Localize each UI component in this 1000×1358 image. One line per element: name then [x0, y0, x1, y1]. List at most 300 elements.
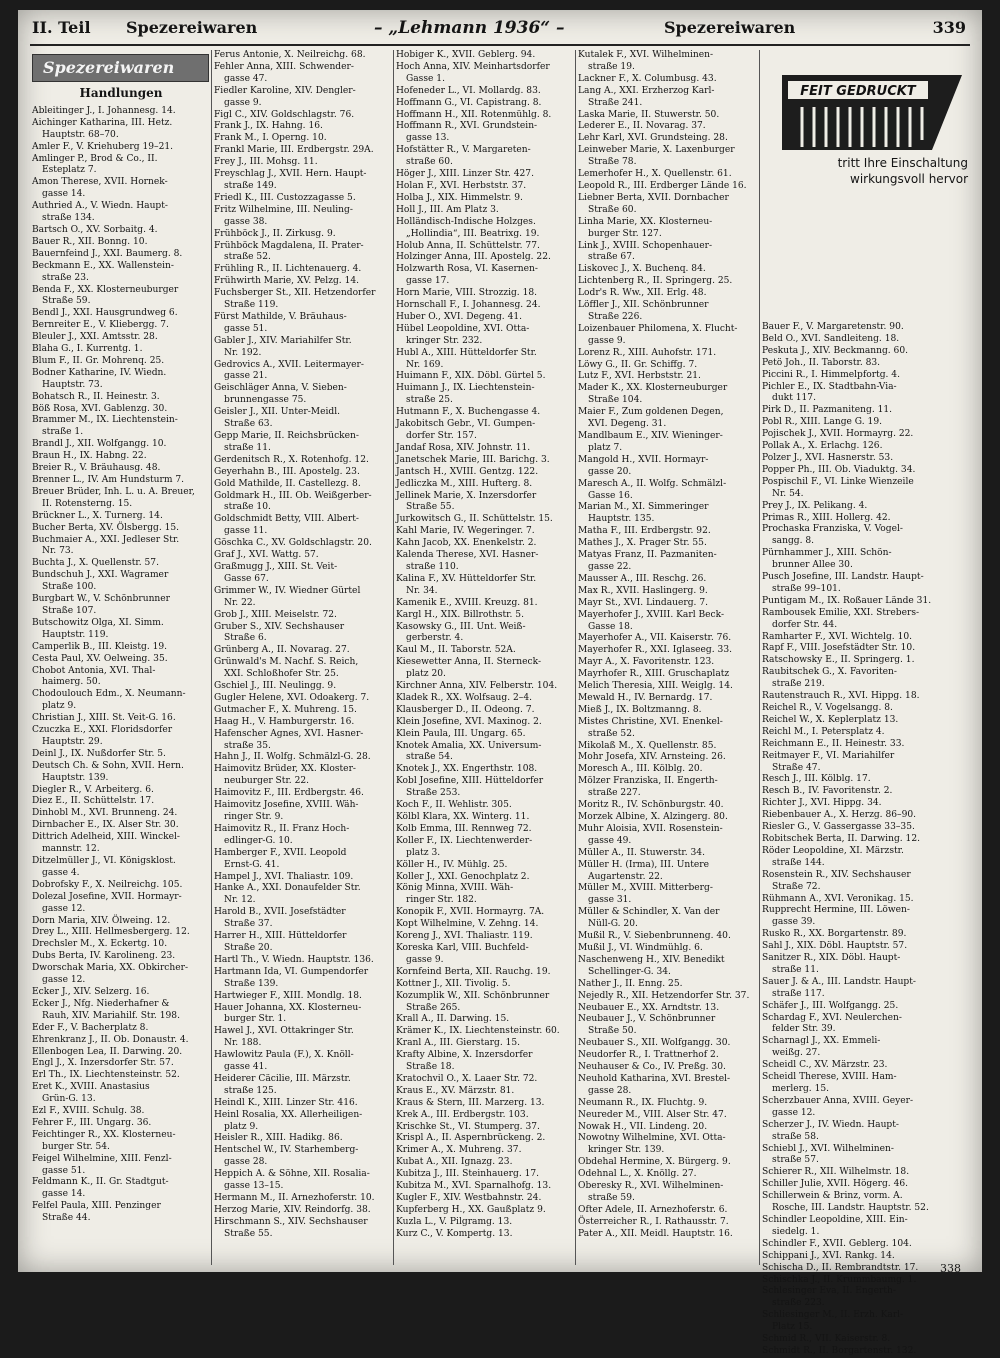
list-item	[762, 786, 968, 798]
entry-continuation: Esteplatz 7.	[42, 165, 97, 176]
entry-line: Lodr's R. Ww., XII. Erlg. 48.	[578, 288, 707, 299]
entry-line: Lackner F., X. Columbusg. 43.	[578, 73, 717, 84]
list-item	[214, 133, 392, 145]
list-item	[32, 487, 210, 511]
list-item	[214, 336, 392, 360]
entry-line: Frühböck Magdalena, II. Prater-	[214, 240, 364, 251]
list-item	[578, 586, 756, 598]
entry-line: Ableitinger J., I. Johannesg. 14.	[32, 105, 176, 116]
entry-continuation: gasse 13–15.	[224, 1181, 284, 1192]
entry-line: Hartwieger F., XIII. Mondlg. 18.	[214, 990, 362, 1001]
entry-continuation: brunnengasse 75.	[224, 395, 307, 406]
entry-line: Linha Marie, XX. Klosterneu-	[578, 216, 713, 227]
list-item	[578, 1217, 756, 1229]
entry-line: Kranl A., III. Gierstarg. 15.	[396, 1038, 521, 1049]
entry-continuation: sangg. 8.	[772, 536, 815, 547]
entry-line: Kubat A., XII. Ignazg. 23.	[396, 1157, 513, 1168]
entry-line: Ratschowsky E., II. Springerg. 1.	[762, 655, 915, 666]
list-item	[762, 358, 968, 370]
left-section-title: Spezereiwaren	[126, 18, 258, 37]
entry-line: Laska Marie, II. Stuwerstr. 50.	[578, 109, 720, 120]
entry-continuation: Straße 59.	[42, 296, 91, 307]
entry-line: Fritz Wilhelmine, III. Neuling-	[214, 204, 353, 215]
entry-continuation: Straße 20.	[224, 942, 273, 953]
column-4	[578, 50, 756, 1265]
entry-continuation: gasse 21.	[224, 371, 268, 382]
list-item	[578, 1133, 756, 1157]
list-item	[396, 1110, 574, 1122]
entry-line: Holl J., III. Am Platz 3.	[396, 204, 499, 215]
list-item	[578, 526, 756, 538]
list-item	[396, 764, 574, 776]
entry-line: Gerdenitsch R., X. Rotenhofg. 12.	[214, 454, 369, 465]
list-item	[762, 667, 968, 691]
list-item	[762, 703, 968, 715]
list-item	[32, 237, 210, 249]
list-item	[396, 645, 574, 657]
entry-line: Schiebl J., XVI. Wilhelminen-	[762, 1143, 894, 1154]
list-item	[214, 62, 392, 86]
list-item	[396, 50, 574, 62]
entry-line: Brückner L., X. Turnerg. 14.	[32, 510, 163, 521]
entry-line: Lorenz R., XIII. Auhofstr. 171.	[578, 347, 717, 358]
entry-line: Kiesewetter Anna, II. Sterneck-	[396, 657, 542, 668]
entry-line: Bauer F., V. Margaretenstr. 90.	[762, 322, 904, 332]
list-item	[578, 360, 756, 372]
list-item	[396, 526, 574, 538]
entry-line: Hoffmann G., VI. Capistrang. 8.	[396, 97, 542, 108]
list-item	[32, 463, 210, 475]
list-item	[396, 1193, 574, 1205]
entry-line: Matha F., III. Erdbergstr. 92.	[578, 526, 711, 537]
entry-line: Hornschall F., I. Johannesg. 24.	[396, 300, 541, 311]
list-item	[214, 872, 392, 884]
list-item	[32, 880, 210, 892]
list-item	[762, 1251, 968, 1263]
entry-line: Scherzbauer Anna, XVIII. Geyer-	[762, 1095, 914, 1106]
entry-line: Holan F., XVI. Herbststr. 37.	[396, 180, 527, 191]
entry-line: Hoch Anna, XIV. Meinhartsdorfer	[396, 61, 550, 72]
entry-line: Hamberger F., XVII. Leopold	[214, 847, 347, 858]
entry-line: Erl Th., IX. Liechtensteinstr. 52.	[32, 1070, 180, 1081]
list-item	[32, 225, 210, 237]
entry-line: Kaul M., II. Taborstr. 52A.	[396, 645, 516, 656]
entry-line: Nather J., II. Enng. 25.	[578, 978, 683, 989]
entry-line: Hoffmann R., XVI. Grundstein-	[396, 121, 538, 132]
entry-line: Huber O., XVI. Degeng. 41.	[396, 311, 523, 322]
list-item	[578, 633, 756, 645]
entry-line: Heindl K., XIII. Linzer Str. 416.	[214, 1097, 358, 1108]
entry-line: Feichtinger R., XX. Klosterneu-	[32, 1129, 176, 1140]
entry-line: Amon Therese, XVII. Hornek-	[32, 177, 168, 188]
entry-line: Holub Anna, II. Schüttelstr. 77.	[396, 240, 540, 251]
list-item	[578, 669, 756, 681]
list-item	[214, 848, 392, 872]
entry-line: Kolb Emma, III. Rennweg 72.	[396, 823, 532, 834]
entry-continuation: Straße 37.	[224, 919, 273, 930]
list-item	[396, 98, 574, 110]
entry-line: Bartsch O., XV. Sorbaitg. 4.	[32, 224, 158, 235]
list-item	[32, 332, 210, 344]
entry-line: Graßmugg J., XIII. St. Veit-	[214, 561, 338, 572]
list-item	[396, 883, 574, 907]
list-item	[32, 1082, 210, 1106]
list-item	[32, 249, 210, 261]
entry-line: Benda F., XX. Klosterneuburger	[32, 284, 179, 295]
entry-continuation: Straße 60.	[588, 204, 637, 215]
list-item	[214, 693, 392, 705]
list-item	[578, 907, 756, 931]
entry-line: Beckmann E., XX. Wallenstein-	[32, 260, 174, 271]
entry-line: Grünwald's M. Nachf. S. Reich,	[214, 657, 359, 668]
entry-line: Sahl J., XIX. Döbl. Hauptstr. 57.	[762, 941, 908, 952]
entry-continuation: Ernst-G. 41.	[224, 859, 280, 870]
entry-line: Harold B., XVII. Josefstädter	[214, 907, 346, 918]
entry-line: Reichmann E., II. Heinestr. 33.	[762, 738, 905, 749]
list-item	[32, 320, 210, 332]
list-item	[214, 157, 392, 169]
entry-continuation: straße 23.	[42, 272, 89, 283]
list-item	[578, 110, 756, 122]
entry-continuation: gasse 14.	[42, 189, 86, 200]
entry-continuation: straße 223.	[772, 1298, 825, 1309]
entry-line: Nejedly R., XII. Hetzendorfer Str. 37.	[578, 990, 750, 1001]
list-item	[762, 739, 968, 751]
list-item	[32, 308, 210, 320]
list-item	[762, 1120, 968, 1144]
entry-line: Hawlowitz Paula (F.), X. Knöll-	[214, 1050, 354, 1061]
entry-line: Kladek R., XX. Wolfsaug. 2–4.	[396, 692, 533, 703]
entry-line: Schischka J., II. Krummbaumg. 1.	[762, 1274, 917, 1285]
entry-continuation: Straße 78.	[588, 157, 637, 168]
entry-line: Gschiel J., III. Neulingg. 9.	[214, 681, 337, 692]
entry-continuation: straße 10.	[224, 502, 271, 513]
entry-line: Lichtenberg R., II. Springerg. 25.	[578, 276, 733, 287]
header-rule	[30, 44, 970, 46]
entry-continuation: Rauh, XIV. Mariahilf. Str. 198.	[42, 1010, 180, 1021]
entry-line: Klausberger D., II. Odeong. 7.	[396, 704, 535, 715]
list-item	[578, 1181, 756, 1205]
part-label: II. Teil	[32, 18, 91, 37]
list-item	[578, 943, 756, 955]
entry-line: Ehrenkranz J., II. Ob. Donaustr. 4.	[32, 1034, 189, 1045]
list-item	[762, 1013, 968, 1037]
entry-line: Mußil R., V. Siebenbrunneng. 40.	[578, 931, 731, 942]
list-item	[32, 1201, 210, 1225]
list-item	[396, 931, 574, 943]
entry-continuation: gerberstr. 4.	[406, 633, 464, 644]
list-item	[578, 383, 756, 407]
entry-line: Reitmayer F., VI. Mariahilfer	[762, 750, 895, 761]
entry-line: Dworschak Maria, XX. Obkircher-	[32, 963, 189, 974]
entry-line: Deutsch Ch. & Sohn, XVII. Hern.	[32, 760, 184, 771]
list-item	[214, 229, 392, 241]
list-item	[762, 322, 968, 334]
list-item	[762, 382, 968, 406]
entry-line: Ecker J., XIV. Selzerg. 16.	[32, 986, 150, 997]
list-item	[578, 217, 756, 241]
entry-line: Grünberg A., II. Novarag. 27.	[214, 645, 350, 656]
entry-continuation: straße 60.	[406, 157, 453, 168]
entry-continuation: straße 19.	[588, 61, 635, 72]
entry-continuation: gasse 17.	[406, 276, 450, 287]
entry-line: Müller A., II. Stuwerstr. 34.	[578, 847, 705, 858]
list-item	[214, 1110, 392, 1134]
entry-line: Popper Ph., III. Ob. Viaduktg. 34.	[762, 464, 916, 475]
entry-continuation: gasse 12.	[42, 903, 86, 914]
entry-continuation: gasse 51.	[224, 323, 268, 334]
entry-line: Frank M., I. Operng. 10.	[214, 133, 327, 144]
list-item	[32, 796, 210, 808]
list-item	[578, 812, 756, 824]
list-item	[396, 800, 574, 812]
entry-line: Eder F., V. Bacherplatz 8.	[32, 1022, 149, 1033]
entry-continuation: straße 52.	[588, 728, 635, 739]
entry-line: Müller & Schindler, X. Van der	[578, 907, 720, 918]
list-item	[32, 1070, 210, 1082]
entry-line: Hofeneder L., VI. Mollardg. 83.	[396, 85, 541, 96]
entry-line: Sauer J. & A., III. Landstr. Haupt-	[762, 976, 916, 987]
list-item	[762, 477, 968, 501]
entry-line: Ezl F., XVIII. Schulg. 38.	[32, 1106, 145, 1117]
list-item	[762, 1239, 968, 1251]
list-item	[578, 193, 756, 217]
entry-continuation: XXI. Schloßhofer Str. 25.	[224, 669, 339, 680]
entry-continuation: Straße 47.	[772, 762, 821, 773]
list-item	[214, 764, 392, 788]
list-item	[396, 1086, 574, 1098]
entry-continuation: gasse 47.	[224, 73, 268, 84]
entry-line: Pusch Josefine, III. Landstr. Haupt-	[762, 572, 924, 583]
list-item	[32, 368, 210, 392]
entry-line: Neuhauser & Co., IV. Preßg. 30.	[578, 1062, 726, 1073]
list-item	[578, 121, 756, 133]
entry-line: Polzer J., XVI. Hasnerstr. 53.	[762, 452, 894, 463]
entry-line: Engl J., X. Inzersdorfer Str. 57.	[32, 1058, 174, 1069]
list-item	[396, 1229, 574, 1241]
list-item	[214, 276, 392, 288]
entry-line: Kornfeind Berta, XII. Rauchg. 19.	[396, 966, 551, 977]
entry-line: Resch B., IV. Favoritenstr. 2.	[762, 786, 893, 797]
entry-line: Bucher Berta, XV. Ölsbergg. 15.	[32, 522, 180, 533]
entry-continuation: felder Str. 39.	[772, 1024, 836, 1035]
list-item	[762, 1001, 968, 1013]
list-item	[578, 74, 756, 86]
entry-line: Geyerhahn B., III. Apostelg. 23.	[214, 466, 360, 477]
list-item	[214, 907, 392, 931]
list-item	[578, 431, 756, 455]
entry-line: Neubauer S., XII. Wolfgangg. 30.	[578, 1038, 731, 1049]
list-item	[578, 800, 756, 812]
entry-continuation: ringer Str. 182.	[406, 895, 477, 906]
list-item	[214, 681, 392, 693]
list-item	[214, 145, 392, 157]
list-item	[32, 118, 210, 142]
entry-line: Hermann M., II. Arnezhoferstr. 10.	[214, 1193, 375, 1203]
entry-continuation: straße 144.	[772, 857, 825, 868]
list-item	[396, 443, 574, 455]
list-item	[578, 1169, 756, 1181]
list-item	[396, 1026, 574, 1038]
entry-continuation: gasse 31.	[588, 895, 632, 906]
entry-line: Hartl Th., V. Wiedn. Hauptstr. 136.	[214, 954, 374, 965]
list-item	[396, 693, 574, 705]
list-item	[578, 991, 756, 1003]
entry-line: Lutz F., XVI. Herbststr. 21.	[578, 371, 701, 382]
list-item	[396, 943, 574, 967]
entry-continuation: Straße 226.	[588, 311, 643, 322]
entry-line: Krimer A., X. Muhreng. 37.	[396, 1145, 522, 1156]
page-footer-mark: 338	[940, 1262, 961, 1275]
list-item	[578, 455, 756, 479]
list-item	[762, 441, 968, 453]
list-item	[214, 1193, 392, 1205]
list-item	[396, 538, 574, 550]
list-item	[214, 360, 392, 384]
entry-line: Buchmaier A., XXI. Jedleser Str.	[32, 534, 180, 545]
entry-line: Hoffmann H., XII. Rotenmühlg. 8.	[396, 109, 552, 120]
list-item	[396, 1157, 574, 1169]
list-item	[32, 201, 210, 225]
entry-line: Huimann J., IX. Liechtenstein-	[396, 383, 535, 394]
entry-continuation: „Hollindia“, III. Beatrixg. 19.	[406, 228, 540, 239]
entry-line: Haimovitz Brüder, XX. Kloster-	[214, 764, 356, 775]
entry-line: Kuzla L., V. Pilgramg. 13.	[396, 1216, 513, 1227]
entry-line: Kahn Jacob, XX. Enenkelstr. 2.	[396, 538, 537, 549]
list-item	[396, 264, 574, 288]
list-item	[396, 824, 574, 836]
entry-continuation: platz 3.	[406, 847, 441, 858]
list-item	[214, 967, 392, 991]
entry-continuation: gasse 14.	[42, 1189, 86, 1200]
entry-line: Petö Joh., II. Taborstr. 83.	[762, 357, 881, 368]
entry-line: Horn Marie, VIII. Strozzig. 18.	[396, 288, 538, 299]
list-item	[578, 264, 756, 276]
list-item	[32, 451, 210, 463]
entry-line: Neuhold Katharina, XVI. Brestel-	[578, 1073, 731, 1084]
entry-continuation: straße 134.	[42, 213, 95, 224]
list-item	[32, 1106, 210, 1118]
entry-line: Dobrofsky F., X. Neilreichg. 105.	[32, 879, 183, 890]
entry-line: Hubl A., XIII. Hütteldorfer Str.	[396, 347, 537, 358]
list-item	[32, 356, 210, 368]
entry-continuation: Nr. 73.	[42, 546, 74, 557]
list-item	[578, 502, 756, 526]
ad-banner-graphic	[762, 55, 972, 155]
entry-continuation: Straße 72.	[772, 881, 821, 892]
list-item	[32, 285, 210, 309]
entry-line: Piccini R., I. Himmelpfortg. 4.	[762, 369, 900, 380]
entry-line: Muhr Aloisia, XVII. Rosenstein-	[578, 823, 723, 834]
entry-line: Ramharter F., XVI. Wichtelg. 10.	[762, 631, 913, 642]
entry-line: Schischa D., II. Rembrandtstr. 17.	[762, 1262, 919, 1273]
list-item	[396, 407, 574, 419]
entry-line: Frank J., IX. Hahng. 16.	[214, 121, 323, 132]
entry-line: Breuer Brüder, Inh. L. u. A. Breuer,	[32, 486, 195, 497]
list-item	[214, 86, 392, 110]
entry-continuation: Straße 6.	[224, 633, 267, 644]
entry-continuation: Gasse 67.	[224, 573, 269, 584]
entry-line: Prochaska Franziska, V. Vogel-	[762, 524, 903, 535]
entry-line: Mathes J., X. Prager Str. 55.	[578, 538, 707, 549]
entry-line: Frühling R., II. Lichtenauerg. 4.	[214, 264, 362, 275]
entry-line: Krispl A., II. Aspernbrückeng. 2.	[396, 1133, 546, 1144]
entry-line: Feigel Wilhelmine, XIII. Fenzl-	[32, 1153, 172, 1164]
entry-continuation: Gasse 18.	[588, 621, 633, 632]
entry-line: Frey J., III. Mohsg. 11.	[214, 157, 318, 168]
entry-line: Hanke A., XXI. Donaufelder Str.	[214, 883, 361, 894]
list-item	[396, 348, 574, 372]
entry-continuation: Nr. 192.	[224, 347, 262, 358]
directory-page	[18, 10, 982, 1356]
list-item	[762, 501, 968, 513]
list-item	[214, 1050, 392, 1074]
list-item	[578, 169, 756, 181]
entry-line: Mewald H., IV. Bernardg. 17.	[578, 692, 713, 703]
entry-line: Dorn Maria, XIV. Ölweing. 12.	[32, 915, 171, 926]
entry-line: Mikolaß M., X. Quellenstr. 85.	[578, 740, 717, 751]
list-item	[762, 405, 968, 417]
entry-line: Butschowitz Olga, XI. Simm.	[32, 617, 164, 628]
list-item	[214, 193, 392, 205]
list-item	[214, 288, 392, 312]
entry-line: Holzinger Anna, III. Apostelg. 22.	[396, 252, 551, 263]
entry-continuation: straße 117.	[772, 988, 825, 999]
list-item	[396, 145, 574, 169]
list-item	[32, 392, 210, 404]
list-item	[396, 622, 574, 646]
ad-banner-text: FEIT GEDRUCKT	[800, 84, 916, 99]
entry-line: Authried A., V. Wiedn. Haupt-	[32, 201, 168, 212]
list-item	[32, 558, 210, 570]
list-item	[578, 657, 756, 669]
list-item	[396, 860, 574, 872]
entry-line: Maier F., Zum goldenen Degen,	[578, 407, 724, 418]
column-1	[32, 50, 210, 1265]
entry-continuation: straße 54.	[406, 752, 453, 763]
list-item	[214, 110, 392, 122]
advertisement	[762, 55, 968, 317]
entry-line: Moritz R., IV. Schönburgstr. 40.	[578, 800, 724, 811]
entry-line: Lehr Karl, XVI. Grundsteing. 28.	[578, 133, 728, 144]
list-item	[762, 1036, 968, 1060]
entry-line: Grimmer W., IV. Wiedner Gürtel	[214, 585, 361, 596]
entry-line: Link J., XVIII. Schopenhauer-	[578, 240, 713, 251]
list-item	[214, 1074, 392, 1098]
entry-line: Puntigam M., IX. Roßauer Lände 31.	[762, 595, 932, 606]
entry-line: Schmidt R., II. Borgartenstr. 132.	[762, 1345, 917, 1356]
entry-line: Reichel W., X. Keplerplatz 13.	[762, 714, 899, 725]
entry-continuation: straße 35.	[224, 740, 271, 751]
entry-line: Krall A., II. Darwing. 15.	[396, 1014, 510, 1025]
entry-line: König Minna, XVIII. Wäh-	[396, 883, 514, 894]
entry-line: Gedrovics A., XVII. Leitermayer-	[214, 359, 364, 370]
column-divider	[393, 50, 394, 1265]
entry-continuation: Nr. 54.	[772, 488, 804, 499]
entry-continuation: platz 20.	[406, 669, 446, 680]
entry-line: Göschka C., XV. Goldschlagstr. 20.	[214, 538, 372, 549]
list-item	[578, 1038, 756, 1050]
list-item	[214, 407, 392, 431]
list-item	[396, 1098, 574, 1110]
entry-line: Mohr Josefa, XIV. Arnsteing. 26.	[578, 752, 726, 763]
list-item	[214, 312, 392, 336]
list-item	[762, 822, 968, 834]
entry-continuation: Straße 107.	[42, 605, 97, 616]
entry-line: Kraus E., XV. Märzstr. 81.	[396, 1085, 515, 1096]
entry-continuation: Straße 119.	[224, 300, 279, 311]
entry-line: Bauer R., XII. Bonng. 10.	[32, 236, 148, 247]
